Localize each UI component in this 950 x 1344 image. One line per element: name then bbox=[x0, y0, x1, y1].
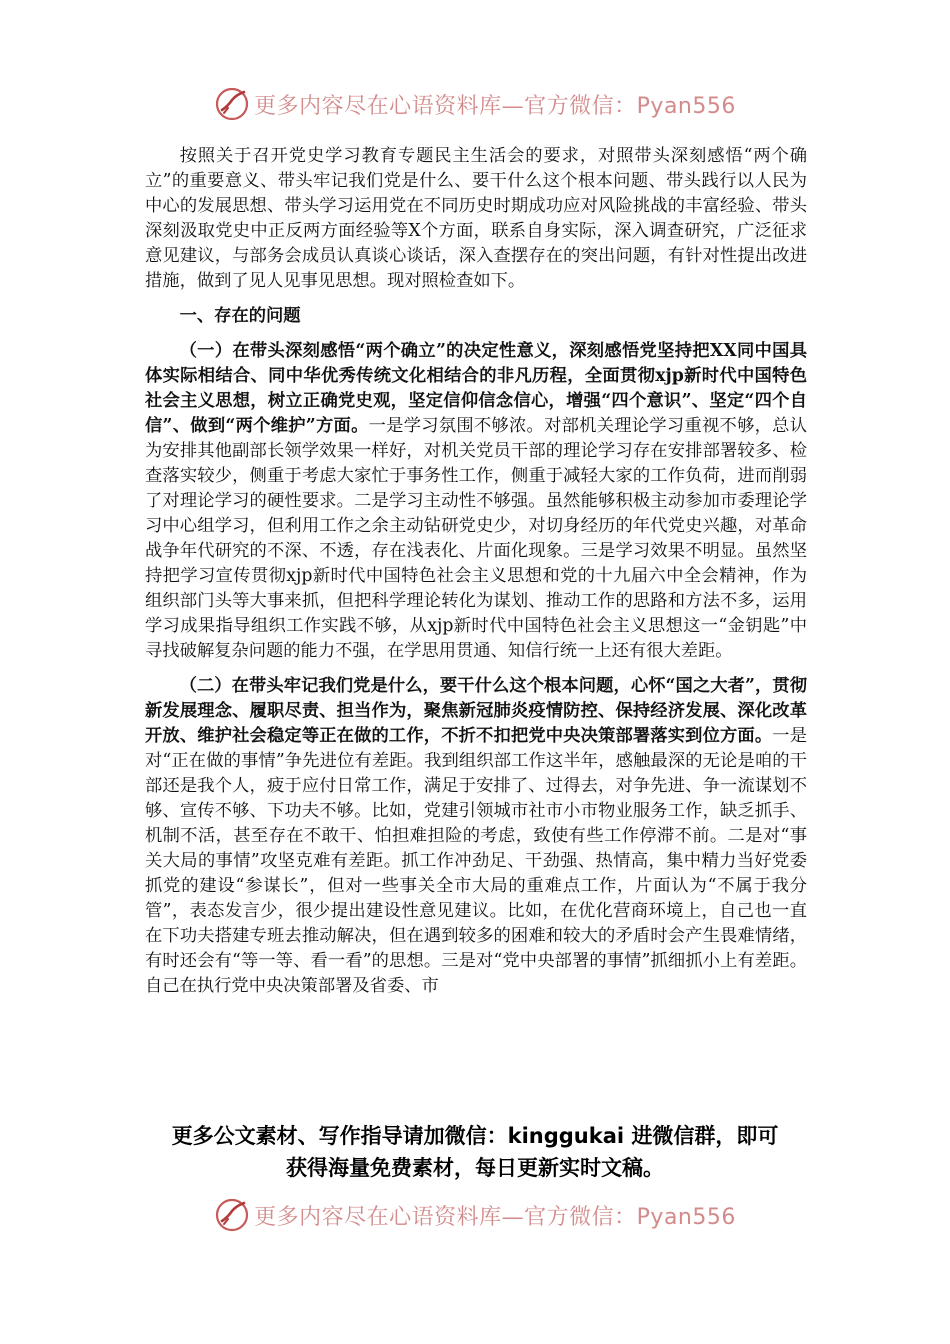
watermark-text: 更多内容尽在心语资料库—官方微信：Pyan556 bbox=[254, 1204, 736, 1230]
section-heading: 一、存在的问题 bbox=[179, 306, 301, 326]
promo-banner bbox=[100, 1120, 850, 1184]
watermark-footer bbox=[0, 1195, 950, 1235]
item-paragraph-2 bbox=[145, 674, 807, 999]
item-2-text: 一是对“正在做的事情”争先进位有差距。我到组织部工作这半年，感触最深的无论是咱的干部还是我个人，疲于应付日常工作，满足于安排了、过得去，对争先进、争一流谋划不够、宣传不够、下功夫不够。比如，党建引领城市社市小市物业服务工作，缺乏抓手、机制不活，甚至存在不敢干、怕担难担险的考虑，致使有些工作停滞不前。二是对“事关大局的事情”攻坚克难有差距。抓工作冲劲足、干劲强、热情高，集中精力当好党委抓党的建设“参谋长”，但对一些事关全市大局的重难点工作，片面认为“不属于我分管”，表态发言少，很少提出建设性意见建议。比如，在优化营商环境上，自己也一直在下功夫搭建专班去推动解决，但在遇到较多的困难和较大的矛盾时会产生畏难情绪，有时还会有“等一等、看一看”的思想。三是对“党中央部署的事情”抓细抓小上有差距。自己在执行党中央决策部署及省委、市 bbox=[145, 726, 807, 996]
pen-logo-icon bbox=[214, 86, 250, 122]
pen-logo-icon bbox=[214, 1197, 250, 1233]
promo-line-2: 获得海量免费素材，每日更新实时文稿。 bbox=[286, 1156, 664, 1180]
document-body bbox=[145, 144, 807, 999]
item-1-text: 一是学习氛围不够浓。对部机关理论学习重视不够，总认为安排其他副部长领学效果一样好，对机关党员干部的理论学习存在安排部署较多、检查落实较少，侧重于考虑大家忙于事务性工作，侧重于减轻大家的工作负荷，进而削弱了对理论学习的硬性要求。二是学习主动性不够强。虽然能够积极主动参加市委理论学习中心组学习，但利用工作之余主动钻研党史少，对切身经历的年代党史兴趣，对革命战争年代研究的不深、不透，存在浅表化、片面化现象。三是学习效果不明显。虽然坚持把学习宣传贯彻xjp新时代中国特色社会主义思想和党的十九届六中全会精神，作为组织部门头等大事来抓，但把科学理论转化为谋划、推动工作的思路和方法不多，运用学习成果指导组织工作实践不够，从xjp新时代中国特色社会主义思想这一“金钥匙”中寻找破解复杂问题的能力不强，在学思用贯通、知信行统一上还有很大差距。 bbox=[145, 416, 807, 661]
item-2-title: （二）在带头牢记我们党是什么，要干什么这个根本问题，心怀“国之大者”，贯彻新发展理念、履职尽责、担当作为，聚焦新冠肺炎疫情防控、保持经济发展、深化改革开放、维护社会稳定等正在做的工作，不折不扣把党中央决策部署落实到位方面。 bbox=[145, 676, 807, 746]
watermark-text: 更多内容尽在心语资料库—官方微信：Pyan556 bbox=[254, 93, 736, 119]
intro-paragraph: 按照关于召开党史学习教育专题民主生活会的要求，对照带头深刻感悟“两个确立”的重要意义、带头牢记我们党是什么、要干什么这个根本问题、带头践行以人民为中心的发展思想、带头学习运用党在不同历史时期成功应对风险挑战的丰富经验、带头深刻汲取党史中正反两方面经验等X个方面，联系自身实际，深入调查研究，广泛征求意见建议，与部务会成员认真谈心谈话，深入查摆存在的突出问题，有针对性提出改进措施，做到了见人见事见思想。现对照检查如下。 bbox=[145, 146, 807, 291]
item-paragraph-1 bbox=[145, 339, 807, 664]
item-1-title: （一）在带头深刻感悟“两个确立”的决定性意义，深刻感悟党坚持把XX同中国具体实际相结合、同中华优秀传统文化相结合的非凡历程，全面贯彻xjp新时代中国特色社会主义思想，树立正确党史观，坚定信仰信念信心，增强“四个意识”、坚定“四个自信”、做到“两个维护”方面。 bbox=[145, 341, 807, 436]
watermark-header bbox=[0, 84, 950, 124]
promo-line-1: 更多公文素材、写作指导请加微信：kinggukai 进微信群，即可 bbox=[171, 1124, 779, 1148]
